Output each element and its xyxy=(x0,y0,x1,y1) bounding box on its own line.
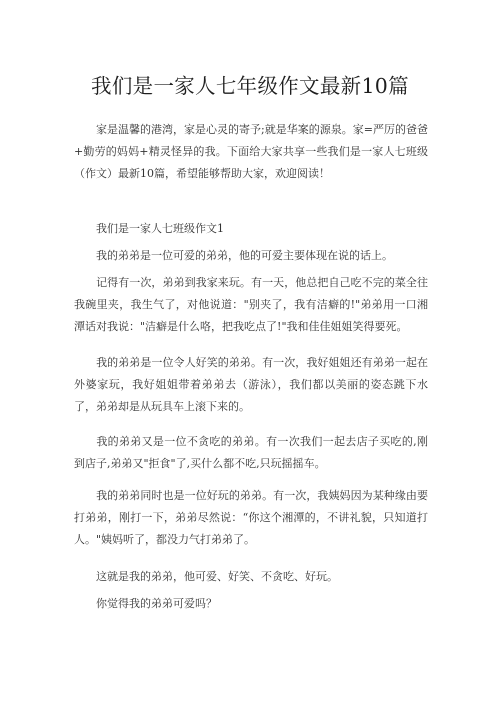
paragraph-text: 我的弟弟同时也是一位好玩的弟弟。有一次，我姨妈因为某种缘由要打弟弟，刚打一下，弟弟尽然说：“你这个湘潭的，不讲礼貌，只知道打人。"姨妈听了，都没力气打弟弟了。 xyxy=(74,489,428,546)
body-paragraph xyxy=(74,245,428,267)
intro-paragraph xyxy=(74,119,428,185)
paragraph-text: 我的弟弟是一位令人好笑的弟弟。有一次，我好姐姐还有弟弟一起在外婆家玩，我好姐姐带着弟弟去（游泳），我们都以美丽的姿态跳下水了，弟弟却是从玩具车上滚下来的。 xyxy=(74,356,428,413)
body-paragraph xyxy=(74,593,428,615)
body-paragraph xyxy=(74,485,428,551)
paragraph-text: 你觉得我的弟弟可爱吗？ xyxy=(96,597,217,610)
body-paragraph xyxy=(74,352,428,418)
body-paragraph xyxy=(74,566,428,588)
paragraph-text: 这就是我的弟弟，他可爱、好笑、不贪吃、好玩。 xyxy=(96,570,338,583)
intro-text: 家是温馨的港湾，家是心灵的寄予;就是华案的源泉。家=严厉的爸爸+勤劳的妈妈+精灵怪异的我。下面给大家共享一些我们是一家人七班级（作文）最新10篇，希望能够帮助大家，欢迎阅读！ xyxy=(74,123,428,180)
document-title: 我们是一家人七年级作文最新10篇 xyxy=(91,74,409,98)
body-paragraph xyxy=(74,272,428,338)
paragraph-text: 我的弟弟是一位可爱的弟弟，他的可爱主要体现在说的话上。 xyxy=(96,249,393,262)
section-heading-text: 我们是一家人七班级作文1 xyxy=(96,222,224,235)
section-heading xyxy=(74,218,428,240)
paragraph-text: 记得有一次，弟弟到我家来玩。有一天，他总把自己吃不完的菜全往我碗里夹，我生气了，对他说道："别夹了，我有洁癖的!"弟弟用一口湘潭话对我说："洁癖是什么咯，把我吃点了!"我和佳佳姐姐笑得要死。 xyxy=(74,276,428,333)
body-paragraph xyxy=(74,431,428,475)
paragraph-text: 我的弟弟又是一位不贪吃的弟弟。有一次我们一起去店子买吃的,刚到店子,弟弟又"拒食"了,买什么都不吃,只玩摇摇车。 xyxy=(74,435,428,470)
